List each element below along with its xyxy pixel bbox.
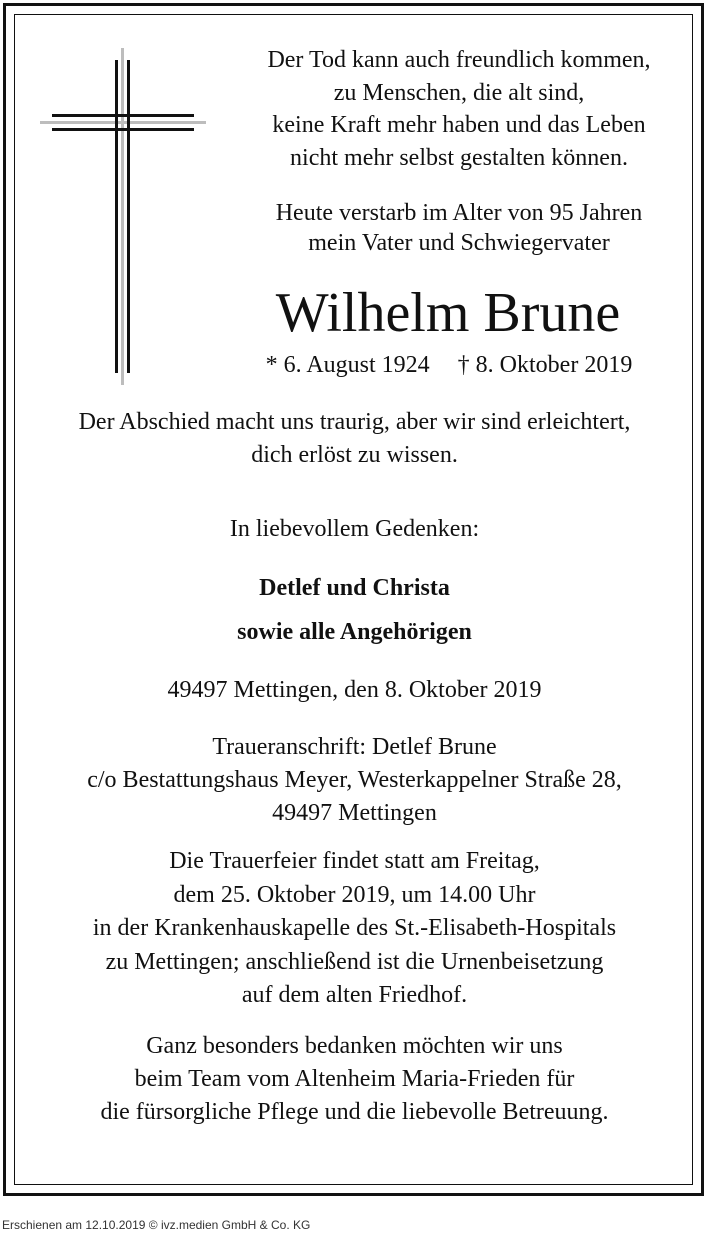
poem-line: Der Tod kann auch freundlich kommen,: [267, 47, 651, 73]
service-line: in der Krankenhauskapelle des St.-Elisabeth-Hospitals: [92, 915, 617, 941]
funeral-service-info: [20, 845, 689, 1013]
death-date: † 8. Oktober 2019: [457, 352, 633, 378]
memory-heading: In liebevollem Gedenken:: [229, 516, 480, 542]
place-and-date: 49497 Mettingen, den 8. Oktober 2019: [167, 677, 542, 703]
announcement-line: mein Vater und Schwiegervater: [308, 230, 610, 256]
service-line: Die Trauerfeier findet statt am Freitag,: [169, 848, 540, 874]
life-dates: [220, 349, 678, 381]
service-line: auf dem alten Friedhof.: [241, 982, 468, 1008]
poem-line: zu Menschen, die alt sind,: [333, 79, 585, 106]
service-line: zu Mettingen; anschließend ist die Urnenbeisetzung: [105, 948, 604, 975]
mourners-line: sowie alle Angehörigen: [237, 619, 472, 645]
address-line: 49497 Mettingen: [272, 800, 437, 826]
farewell-text: [20, 406, 689, 472]
mourners: [20, 566, 689, 654]
service-line: dem 25. Oktober 2019, um 14.00 Uhr: [173, 881, 536, 908]
publication-footer: Erschienen am 12.10.2019 © ivz.medien GmbH & Co. KG: [2, 1218, 311, 1232]
mourners-line: Detlef und Christa: [259, 575, 450, 601]
farewell-line: dich erlöst zu wissen.: [251, 442, 458, 468]
deceased-name: Wilhelm Brune: [275, 282, 621, 344]
thanks-line: Ganz besonders bedanken möchten wir uns: [146, 1033, 563, 1059]
thanks-text: [20, 1030, 689, 1129]
thanks-line: die fürsorgliche Pflege und die liebevolle Betreuung.: [100, 1099, 609, 1125]
cross-icon: [40, 48, 206, 385]
address-line: Traueranschrift: Detlef Brune: [212, 734, 497, 760]
poem-line: keine Kraft mehr haben und das Leben: [272, 112, 646, 138]
address-line: c/o Bestattungshaus Meyer, Westerkappelner Straße 28,: [87, 767, 622, 793]
announcement-line: Heute verstarb im Alter von 95 Jahren: [275, 200, 643, 226]
mourning-address: [20, 731, 689, 830]
poem-line: nicht mehr selbst gestalten können.: [290, 144, 628, 171]
thanks-line: beim Team vom Altenheim Maria-Frieden für: [134, 1066, 575, 1092]
birth-date: * 6. August 1924: [265, 352, 430, 378]
poem: [215, 44, 703, 174]
death-announcement: [215, 198, 703, 258]
farewell-line: Der Abschied macht uns traurig, aber wir sind erleichtert,: [78, 409, 631, 435]
